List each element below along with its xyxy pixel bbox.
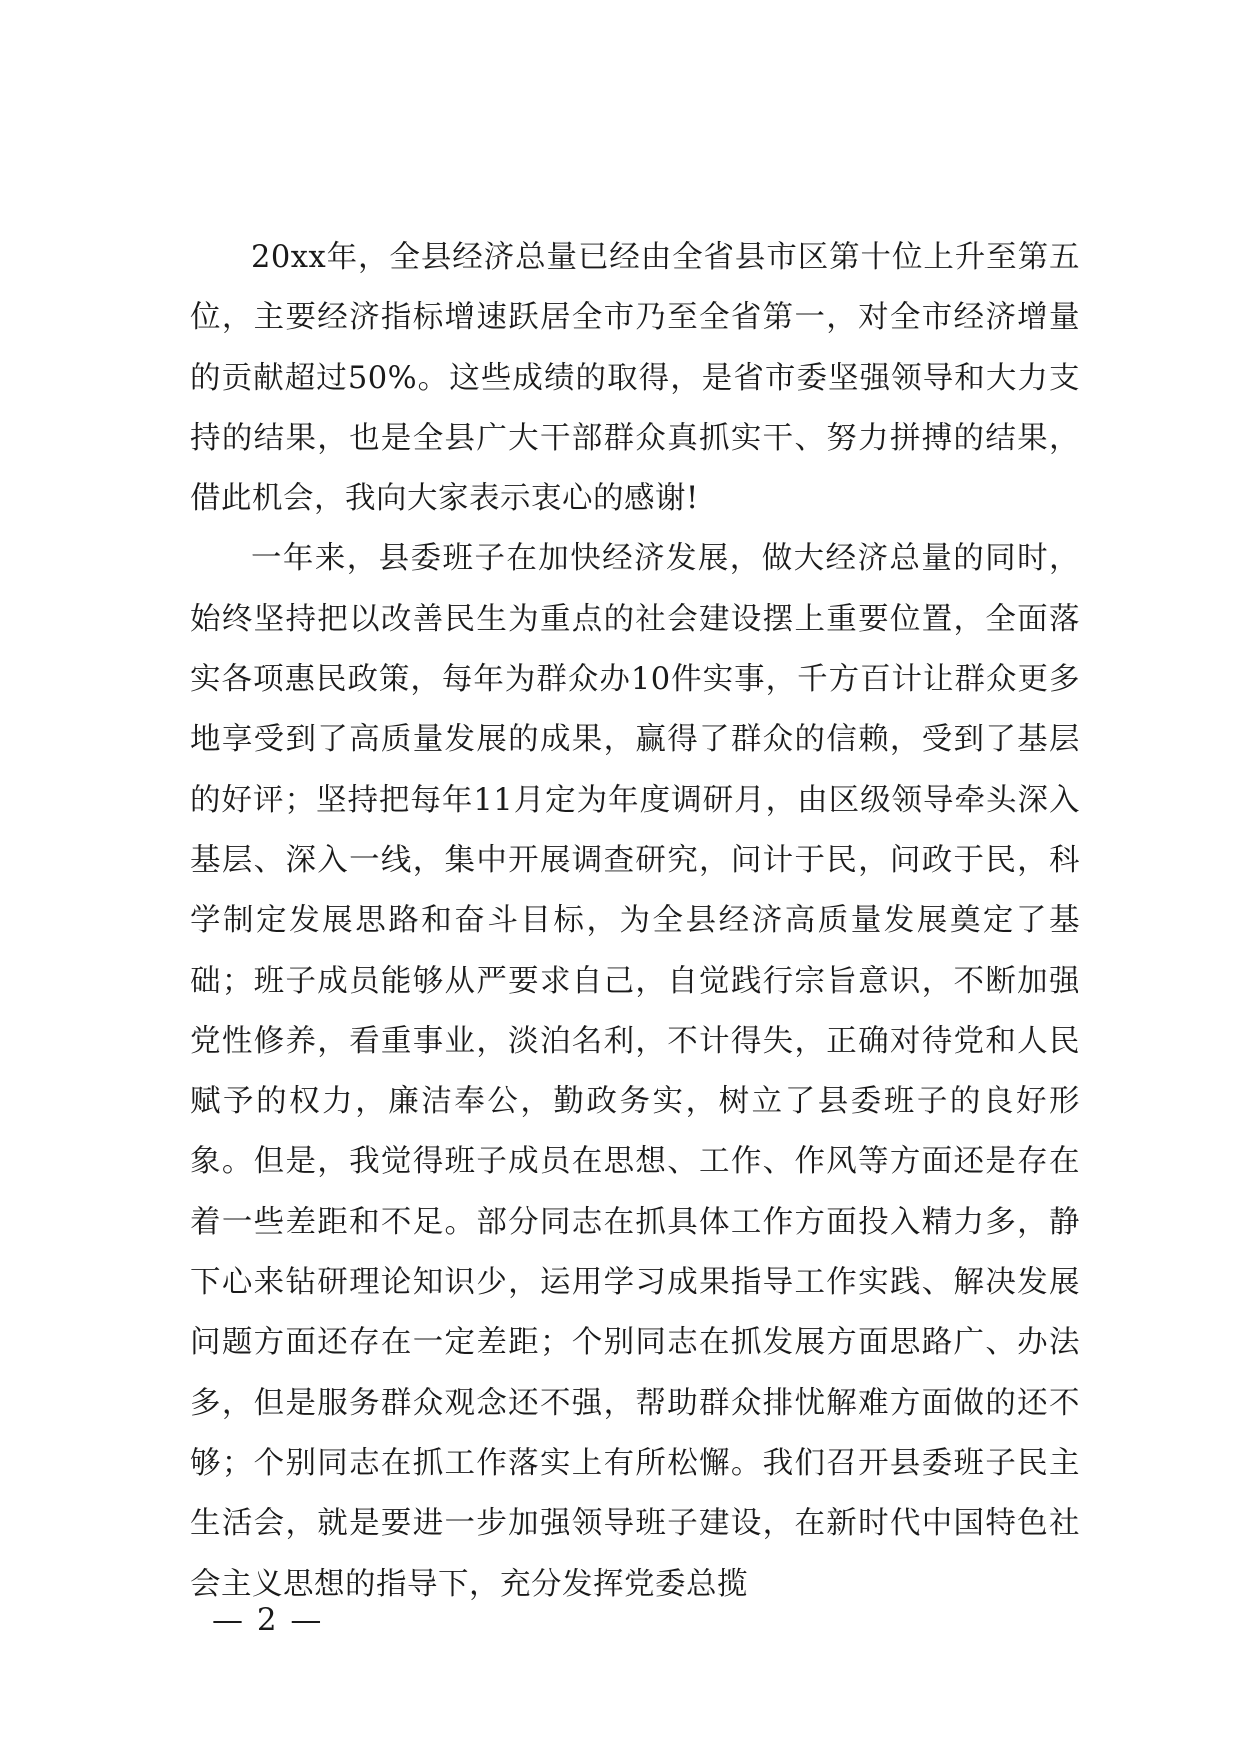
document-body: [190, 228, 1080, 1615]
paragraph-economy-summary: 20xx年，全县经济总量已经由全省县市区第十位上升至第五位，主要经济指标增速跃居全市乃至全省第一，对全市经济增量的贡献超过50%。这些成绩的取得，是省市委坚强领导和大力支持的结果，也是全县广大干部群众真抓实干、努力拼搏的结果，借此机会，我向大家表示衷心的感谢!: [190, 240, 1080, 517]
page-number: — 2 —: [212, 1602, 324, 1638]
paragraph-committee-work: 一年来，县委班子在加快经济发展，做大经济总量的同时，始终坚持把以改善民生为重点的社会建设摆上重要位置，全面落实各项惠民政策，每年为群众办10件实事，千方百计让群众更多地享受到了高质量发展的成果，赢得了群众的信赖，受到了基层的好评；坚持把每年11月定为年度调研月，由区级领导牵头深入基层、深入一线，集中开展调查研究，问计于民，问政于民，科学制定发展思路和奋斗目标，为全县经济高质量发展奠定了基础；班子成员能够从严要求自己，自觉践行宗旨意识，不断加强党性修养，看重事业，淡泊名利，不计得失，正确对待党和人民赋予的权力，廉洁奉公，勤政务实，树立了县委班子的良好形象。但是，我觉得班子成员在思想、工作、作风等方面还是存在着一些差距和不足。部分同志在抓具体工作方面投入精力多，静下心来钻研理论知识少，运用学习成果指导工作实践、解决发展问题方面还存在一定差距；个别同志在抓发展方面思路广、办法多，但是服务群众观念还不强，帮助群众排忧解难方面做的还不够；个别同志在抓工作落实上有所松懈。我们召开县委班子民主生活会，就是要进一步加强领导班子建设，在新时代中国特色社会主义思想的指导下，充分发挥党委总揽: [190, 541, 1080, 1602]
